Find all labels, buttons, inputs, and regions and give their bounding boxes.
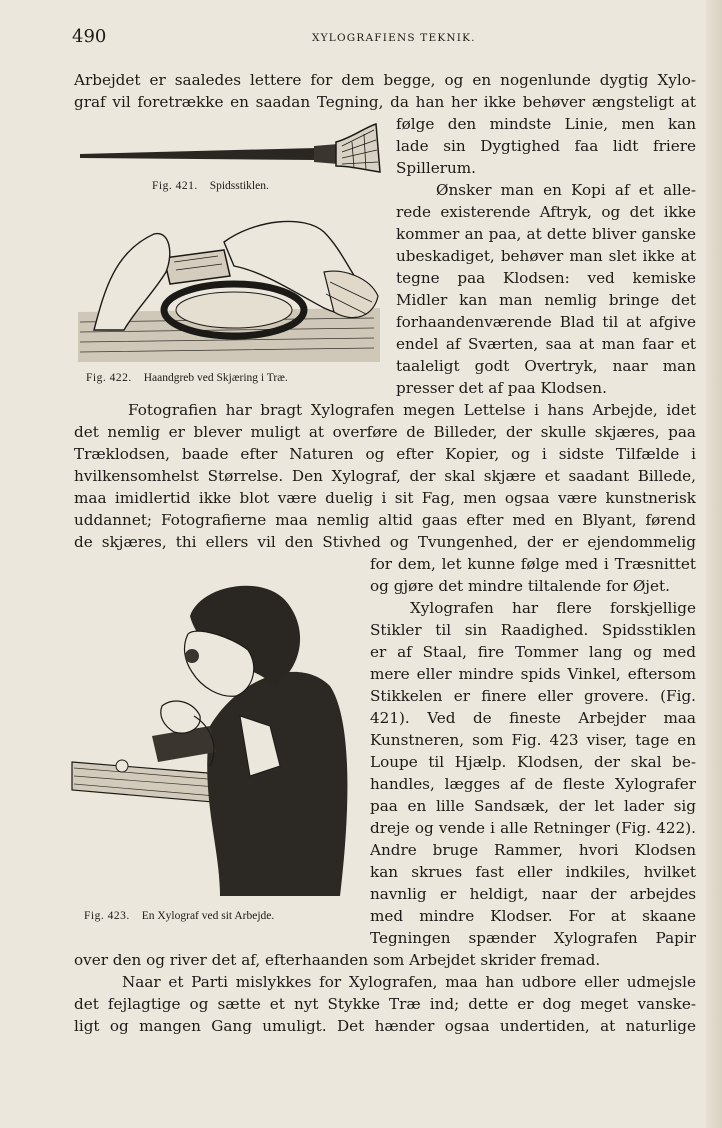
text-line: og gjøre det mindre tiltalende for Øjet. — [370, 577, 670, 595]
page-header — [72, 26, 702, 50]
text-line: ligt og mangen Gang umuligt. Det hænder ogsaa undertiden, at naturlige — [74, 1017, 696, 1035]
running-title: XYLOGRAFIENS TEKNIK. — [312, 32, 476, 44]
text-line: Spillerum. — [396, 159, 476, 177]
text-line: Midler kan man nemlig bringe det — [396, 291, 696, 309]
text-line: endel af Sværten, saa at man faar et — [396, 335, 696, 353]
text-line: paa en lille Sandsæk, der let lader sig — [370, 797, 696, 815]
text-line: ubeskadiget, behøver man slet ikke at — [396, 247, 696, 265]
loupe — [185, 649, 199, 663]
text-line: kommer an paa, at dette bliver ganske — [396, 225, 696, 243]
text-line: er af Staal, fire Tommer lang og med — [370, 643, 696, 661]
bench-knob — [116, 760, 128, 772]
text-line: Ønsker man en Kopi af et alle- — [436, 181, 696, 199]
text-line: det nemlig er blever muligt at overføre de Billeder, der skulle skjæres, paa — [74, 423, 696, 441]
text-line: hvilkensomhelst Størrelse. Den Xylograf, der skal skjære et saadant Billede, — [74, 467, 696, 485]
hand — [161, 701, 200, 733]
text-line: Xylografen har flere forskjellige — [410, 599, 696, 617]
text-line: maa imidlertid ikke blot være duelig i sit Fag, men ogsaa være kunstnerisk — [74, 489, 696, 507]
text-line: graf vil foretrække en saadan Tegning, da han her ikke behøver ængsteligt at — [74, 93, 696, 111]
text-line: for dem, let kunne følge med i Træsnittet — [370, 555, 696, 573]
text-line: navnlig er heldigt, naar der arbejdes — [370, 885, 696, 903]
text-line: taaleligt godt Overtryk, naar man — [396, 357, 696, 375]
graver-blade — [80, 148, 316, 160]
figure-422-haandgreb — [74, 212, 384, 368]
text-line: uddannet; Fotografierne maa nemlig altid gaas efter med en Blyant, førend — [74, 511, 696, 529]
figure-421-spidsstikel — [76, 120, 382, 180]
page-edge — [706, 0, 722, 1128]
figure-423-xylograf — [70, 576, 356, 906]
figure-caption-text: Haandgreb ved Skjæring i Træ. — [143, 372, 288, 384]
text-line: Stikler til sin Raadighed. Spidsstiklen — [370, 621, 696, 639]
text-line: kan skrues fast eller indkiles, hvilket — [370, 863, 696, 881]
text-line: Træklodsen, baade efter Naturen og efter Kopier, og i sidste Tilfælde i — [74, 445, 696, 463]
text-line: 421). Ved de fineste Arbejder maa — [370, 709, 696, 727]
text-line: dreje og vende i alle Retninger (Fig. 422). — [370, 819, 696, 837]
coat — [207, 672, 347, 896]
text-line: mere eller mindre spids Vinkel, eftersom — [370, 665, 696, 683]
text-line: med mindre Klodser. For at skaane — [370, 907, 696, 925]
figure-423-caption — [84, 910, 274, 922]
text-line: over den og river det af, efterhaanden som Arbejdet skrider fremad. — [74, 951, 601, 969]
text-line: Fotografien har bragt Xylografen megen Lettelse i hans Arbejde, idet — [128, 401, 696, 419]
text-line: Arbejdet er saaledes lettere for dem begge, og en nogenlunde dygtig Xylo- — [74, 71, 696, 89]
figure-number: Fig. 423. — [84, 910, 130, 922]
text-line: presser det af paa Klodsen. — [396, 379, 607, 397]
figure-number: Fig. 421. — [152, 180, 198, 192]
figure-caption-text: En Xylograf ved sit Arbejde. — [141, 910, 275, 922]
text-line: forhaandenværende Blad til at afgive — [396, 313, 696, 331]
figure-422-caption — [86, 372, 288, 384]
text-line: tegne paa Klodsen: ved kemiske — [396, 269, 696, 287]
text-line: lade sin Dygtighed faa lidt friere — [396, 137, 696, 155]
text-line: Andre bruge Rammer, hvori Klodsen — [370, 841, 696, 859]
text-line: Tegningen spænder Xylografen Papir — [370, 929, 696, 947]
text-line: handles, lægges af de fleste Xylografer — [370, 775, 696, 793]
text-line: Naar et Parti mislykkes for Xylografen, maa han udbore eller udmejsle — [122, 973, 696, 991]
text-line: de skjæres, thi ellers vil den Stivhed og Tvungenhed, der er ejendommelig — [74, 533, 696, 551]
text-line: følge den mindste Linie, men kan — [396, 115, 696, 133]
figure-caption-text: Spidsstiklen. — [209, 180, 269, 192]
text-line: Kunstneren, som Fig. 423 viser, tage en — [370, 731, 696, 749]
text-line: det fejlagtige og sætte et nyt Stykke Træ ind; dette er dog meget vanske- — [74, 995, 696, 1013]
figure-number: Fig. 422. — [86, 372, 132, 384]
text-line: Stikkelen er finere eller grovere. (Fig. — [370, 687, 696, 705]
graver-handle — [336, 124, 380, 172]
page-number: 490 — [72, 26, 107, 47]
text-line: rede existerende Aftryk, og det ikke — [396, 203, 696, 221]
graver-ferrule — [314, 144, 338, 164]
text-line: Loupe til Hjælp. Klodsen, der skal be- — [370, 753, 696, 771]
figure-421-caption — [152, 180, 269, 192]
